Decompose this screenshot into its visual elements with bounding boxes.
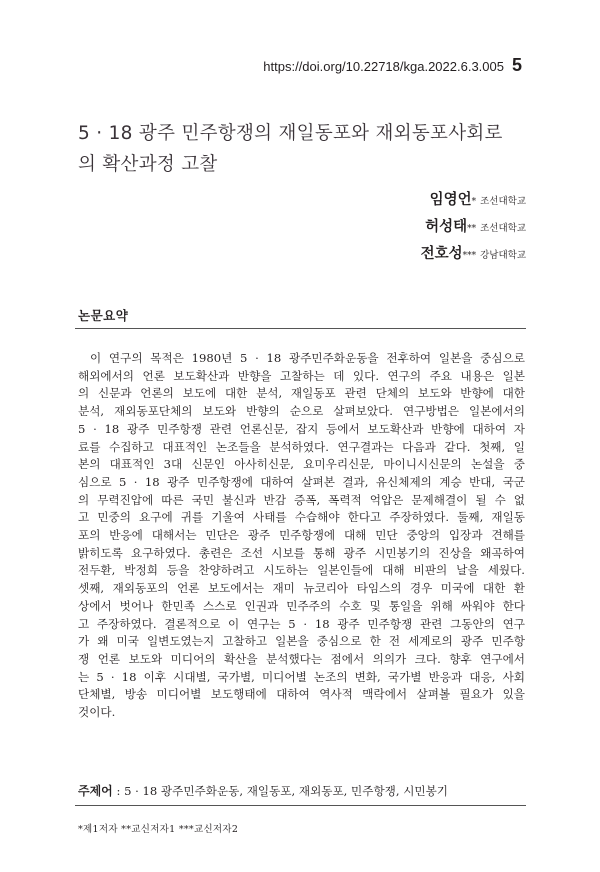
title-line-2: 의 확산과정 고찰 xyxy=(78,154,218,175)
abstract-line: 본의 대표적인 3대 신문인 아사히신문, 요미우리신문, 마이니시신문의 논설을 중 xyxy=(78,457,525,472)
abstract-line: 는 5 · 18 이후 시대별, 국가별, 미디어별 논조의 변화, 국가별 반응과 대응, 사회 xyxy=(78,669,525,684)
author-footnote: *제1저자 **교신저자1 ***교신저자2 xyxy=(78,824,239,835)
abstract-line: 의 무력진압에 따른 국민 불신과 반감 증폭, 폭력적 억압은 문제해결이 될 수 없 xyxy=(78,492,525,507)
author-3 xyxy=(421,241,526,268)
author-2 xyxy=(421,214,526,241)
abstract-line: 의 신문과 언론의 보도에 대한 분석, 재일동포 관련 단체의 보도와 반향에 대한 xyxy=(78,386,525,401)
author-list xyxy=(421,187,526,268)
page-number: 5 xyxy=(511,55,522,75)
abstract-line: 이 연구의 목적은 1980년 5 · 18 광주민주화운동을 전후하여 일본을 중심으로 xyxy=(90,351,525,365)
abstract-divider xyxy=(75,328,526,329)
abstract-line: 고 주장하였다. 결론적으로 이 연구는 5 · 18 광주 민주항쟁 관련 그동안의 연구 xyxy=(78,616,525,631)
author-mark: *** xyxy=(462,251,477,261)
abstract-line: 셋째, 재외동포의 언론 보도에서는 재미 뉴코리아 타임스의 경우 미국에 대한 환 xyxy=(78,581,525,596)
abstract-heading: 논문요약 xyxy=(78,308,129,323)
keywords-divider xyxy=(75,805,526,806)
title-line-1: 5 · 18 광주 민주항쟁의 재일동포와 재외동포사회로 xyxy=(78,123,503,144)
abstract-line: 분석, 재외동포단체의 보도와 반향의 순으로 살펴보았다. 연구방법은 일본에서의 xyxy=(78,404,525,419)
abstract-line: 심으로 5 · 18 광주 민주항쟁에 대하여 살펴본 결과, 유신체제의 계승 반대, 국군 xyxy=(78,474,525,489)
author-mark: ** xyxy=(467,224,477,234)
abstract-line: 전두환, 박정희 등을 찬양하려고 시도하는 일본인들에 대해 비판의 날을 세웠다. xyxy=(78,563,525,578)
keywords-separator: : xyxy=(112,784,125,798)
keywords-text: 5 · 18 광주민주화운동, 재일동포, 재외동포, 민주항쟁, 시민봉기 xyxy=(124,784,449,798)
abstract-body xyxy=(78,350,525,722)
running-header xyxy=(263,55,522,76)
author-affiliation: 조선대학교 xyxy=(480,196,526,207)
abstract-line: 포의 반응에 대해서는 민단은 광주 민주항쟁에 대해 민단 중앙의 입장과 견해를 xyxy=(78,528,525,543)
author-name: 임영언 xyxy=(429,192,472,208)
abstract-line: 고 민중의 요구에 귀를 기울여 사태를 수습해야 한다고 주장하였다. 둘째, 재일동 xyxy=(78,510,525,525)
abstract-line: 것이다. xyxy=(78,705,116,720)
abstract-line: 상에서 벗어나 한민족 스스로 인권과 민주주의 수호 및 통일을 위해 싸워야 한다 xyxy=(78,598,525,613)
paper-title xyxy=(78,118,538,180)
author-affiliation: 강남대학교 xyxy=(480,250,526,261)
author-name: 허성태 xyxy=(425,219,468,235)
keywords xyxy=(78,782,448,799)
author-name: 전호성 xyxy=(420,246,463,262)
author-1 xyxy=(421,187,526,214)
doi-link[interactable]: https://doi.org/10.22718/kga.2022.6.3.005 xyxy=(263,59,504,74)
abstract-line: 쟁 언론 보도와 미디어의 확산을 분석했다는 점에서 의의가 크다. 향후 연구에서 xyxy=(78,651,525,666)
abstract-line: 가 왜 미국 일변도였는지 고찰하고 일본을 중심으로 한 전 세계로의 광주 민주항 xyxy=(78,634,525,649)
abstract-line: 단체별, 방송 미디어별 보도행태에 대하여 역사적 맥락에서 살펴볼 필요가 있을 xyxy=(78,687,525,702)
abstract-line: 5 · 18 광주 민주항쟁 관련 언론신문, 잡지 등에서 보도확산과 반향에 대하여 자 xyxy=(78,421,525,436)
abstract-line: 해외에서의 언론 보도확산과 반향을 고찰하는 데 있다. 연구의 주요 내용은 일본 xyxy=(78,368,525,383)
keywords-label: 주제어 xyxy=(78,784,113,798)
abstract-line: 밝히도록 요구하였다. 총련은 조선 시보를 통해 광주 시민봉기의 진상을 왜곡하여 xyxy=(78,545,525,560)
author-mark: * xyxy=(471,197,477,207)
author-affiliation: 조선대학교 xyxy=(480,223,526,234)
abstract-line: 료를 수집하고 대표적인 논조들을 분석하였다. 연구결과는 다음과 같다. 첫째, 일 xyxy=(78,439,525,454)
